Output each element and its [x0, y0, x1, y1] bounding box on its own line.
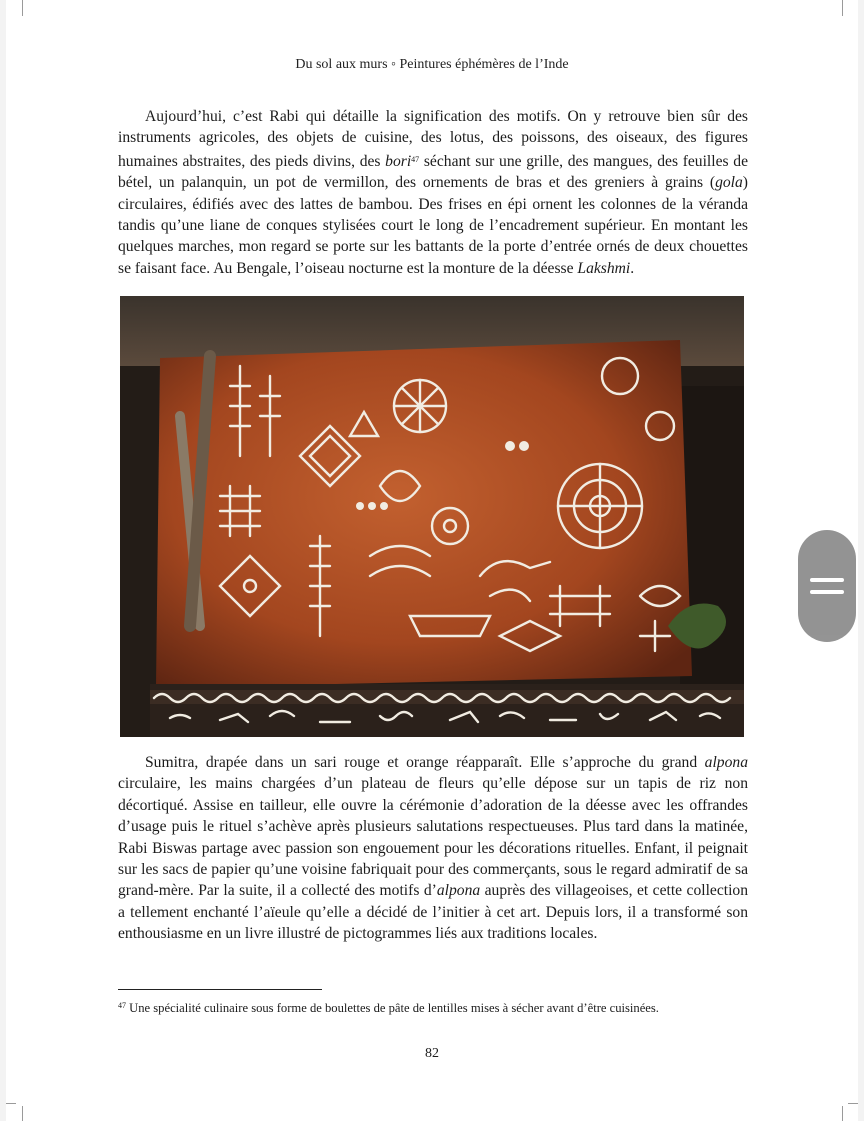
menu-lines-icon	[810, 590, 844, 594]
crop-mark	[848, 1103, 858, 1104]
text-run: Aujourd’hui, c’est Rabi qui détaille la signification des motifs. On y retrouve bien sûr des instruments agricoles, des objets de cuisine, des lotus, des poissons, des oiseaux, des figures humaines abstraites, des pieds divins, des	[118, 108, 748, 170]
scroll-handle[interactable]	[798, 530, 856, 642]
page-number: 82	[425, 1046, 439, 1061]
photo-painted-wall	[120, 296, 744, 737]
text-run: gola	[715, 174, 743, 192]
running-header: Du sol aux murs ◦ Peintures éphémères de l’Inde	[295, 57, 569, 72]
wall-painting-photo	[120, 296, 744, 737]
text-run: Lakshmi	[577, 259, 631, 277]
text-run: .	[630, 259, 635, 277]
text-run: séchant sur une grille, des mangues, des feuilles de bétel, un palanquin, un pot de vermillon, des ornements de bras et des greniers à grains (	[118, 152, 748, 192]
text-run: alpona	[704, 754, 748, 771]
footnote-reference: 47	[411, 154, 420, 164]
text-run: bori	[385, 152, 412, 170]
crop-mark	[22, 0, 23, 16]
text-run: Sumitra, drapée dans un sari rouge et orange réapparaît. Elle s’approche du grand	[145, 754, 705, 771]
menu-lines-icon	[810, 578, 844, 582]
crop-mark	[6, 1103, 16, 1104]
text-run: auprès des villageoises, et cette collection a tellement enchanté l’aïeule qu’elle a décidé de l’initier à cet art. Depuis lors, il a transformé son enthousiasme en un livre illustré de pictogrammes liés aux traditions locales.	[118, 882, 749, 943]
footnote-text: Une spécialité culinaire sous forme de boulettes de pâte de lentilles mises à sécher avant d’être cuisinées.	[129, 1001, 659, 1015]
footnote-divider	[118, 989, 322, 990]
footnote	[118, 998, 758, 1016]
body-paragraph-2	[118, 752, 748, 945]
crop-mark	[22, 1106, 23, 1121]
book-page	[6, 0, 858, 1121]
text-run: alpona	[436, 882, 481, 900]
body-paragraph-1	[118, 106, 748, 279]
crop-mark	[842, 1106, 843, 1121]
text-run: circulaire, les mains chargées d’un plateau de fleurs qu’elle dépose sur un tapis de riz non décortiqué. Assise en tailleur, elle ouvre la cérémonie d’adoration de la déesse avec les offrandes d’usage puis le rituel s’achève après plusieurs salutations respectueuses. Plus tard dans la matinée, Rabi Biswas partage avec passion son engouement pour les décorations rituelles. Enfant, il peignait sur les sacs de papier qu’une voisine fabriquait pour des commerçants, sous le regard admiratif de sa grand-mère. Par la suite, il a collecté des motifs d’	[118, 775, 748, 900]
footnote-number: 47	[118, 1001, 126, 1010]
text-run: ) circulaires, édifiés avec des lattes de bambou. Des frises en épi ornent les colonnes de la véranda tandis qu’une liane de conques stylisées court le long de l’encadrement supérieur. En montant les quelques marches, mon regard se porte sur les battants de la porte d’entrée ornés de deux chouettes se faisant face. Au Bengale, l’oiseau nocturne est la monture de la déesse	[118, 174, 748, 277]
crop-mark	[842, 0, 843, 16]
